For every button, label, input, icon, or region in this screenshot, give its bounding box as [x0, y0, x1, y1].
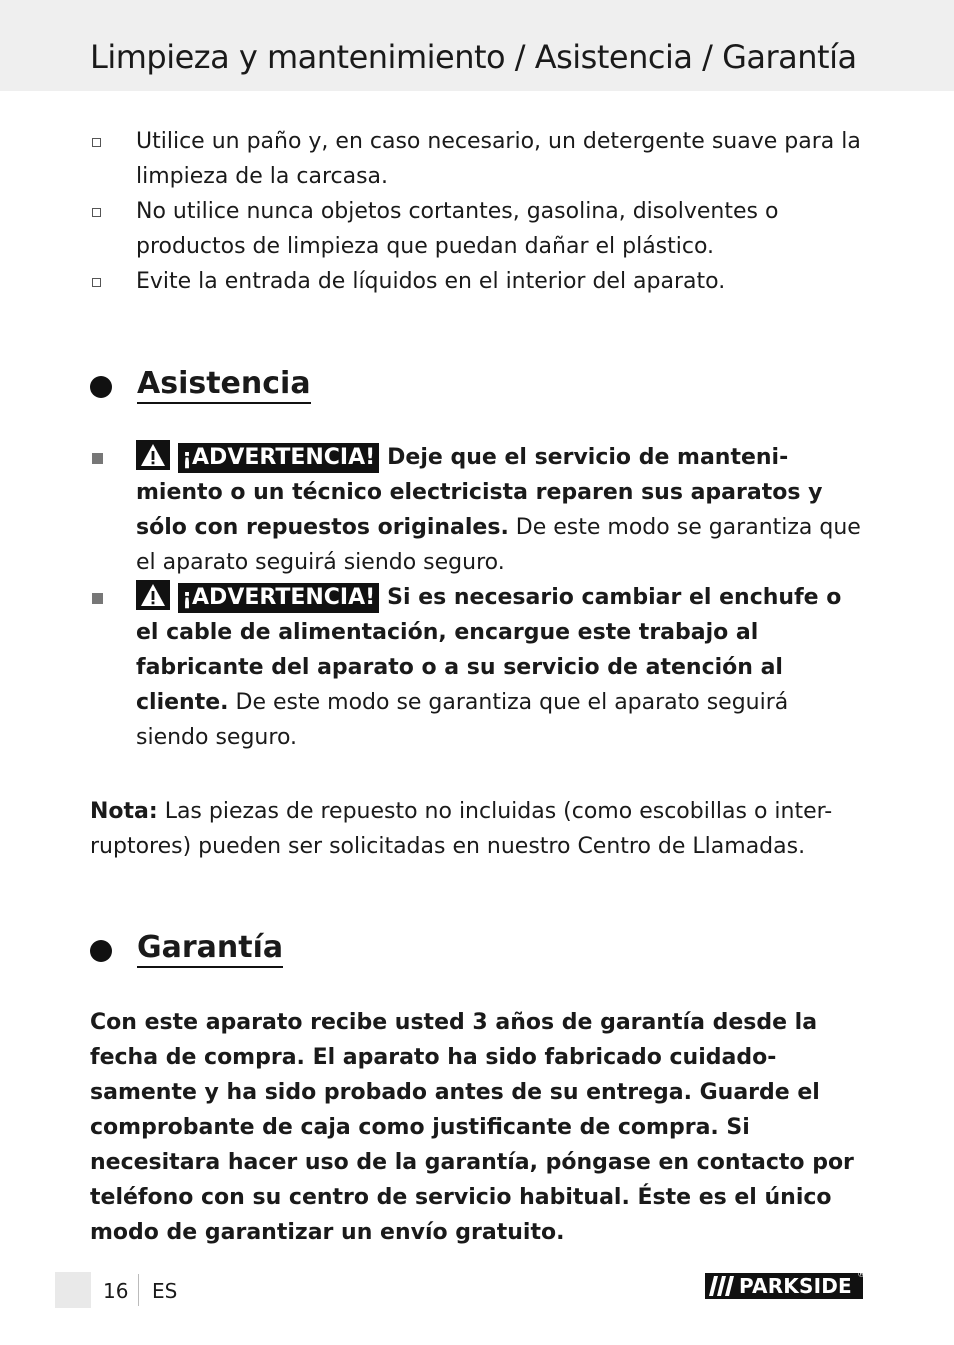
filled-circle-icon — [90, 940, 112, 962]
cleaning-list — [0, 124, 954, 299]
footer-divider — [138, 1274, 139, 1306]
checkbox-bullet-icon — [92, 208, 101, 217]
warning-label: ¡ADVERTENCIA! — [178, 583, 379, 613]
section-title: Garantía — [137, 930, 283, 968]
filled-circle-icon — [90, 376, 112, 398]
warning-list — [0, 440, 954, 755]
note-label: Nota: — [90, 799, 158, 824]
checkbox-bullet-icon — [92, 278, 101, 287]
page-title: Limpieza y mantenimiento / Asistencia / Garantía — [90, 38, 857, 76]
warning-text: De este modo se garantiza que el aparato seguirá siendo seguro. — [136, 690, 789, 750]
note-paragraph — [90, 794, 866, 864]
warning-triangle-icon — [136, 580, 170, 610]
logo-stripes-icon — [709, 1276, 735, 1296]
warranty-paragraph: Con este aparato recibe usted 3 años de garantía desde la fecha de compra. El aparato ha sido fabricado cuidado-samente y ha sido probado antes de su entrega. Guarde el comprobante de caja como justificante de compra. Si necesitara hacer uso de la garantía, póngase en contacto por teléfono con su centro de servicio habitual. Éste es el único modo de garantizar un envío gratuito. — [90, 1010, 854, 1245]
section-title: Asistencia — [137, 366, 311, 404]
warning-label: ¡ADVERTENCIA! — [178, 443, 379, 473]
square-bullet-icon — [92, 593, 103, 604]
page-number: 16 — [103, 1279, 129, 1303]
registered-mark: ® — [857, 1270, 866, 1280]
brand-logo — [705, 1270, 866, 1299]
list-item — [0, 124, 954, 194]
checkbox-bullet-icon — [92, 138, 101, 147]
warning-item — [0, 580, 954, 755]
list-item-text: No utilice nunca objetos cortantes, gasolina, disolventes o productos de limpieza que puedan dañar el plástico. — [136, 199, 779, 259]
language-code: ES — [152, 1279, 178, 1303]
brand-name: PARKSIDE — [739, 1274, 852, 1298]
warning-triangle-icon — [136, 440, 170, 470]
note-text: Las piezas de repuesto no incluidas (como escobillas o inter-ruptores) pueden ser solicitadas en nuestro Centro de Llamadas. — [90, 799, 833, 859]
warning-bold-text: Si es necesario cambiar el enchufe o el cable de alimentación, encargue este trabajo al fabricante del aparato o a su servicio de atención al cliente. — [136, 585, 842, 715]
warning-bold-text: Deje que el servicio de manteni-miento o un técnico electricista reparen sus aparatos y sólo con repuestos originales. — [136, 445, 823, 540]
list-item-text: Evite la entrada de líquidos en el interior del aparato. — [136, 269, 726, 294]
list-item — [0, 264, 954, 299]
footer-tab — [55, 1272, 91, 1308]
warning-item — [0, 440, 954, 580]
list-item — [0, 194, 954, 264]
list-item-text: Utilice un paño y, en caso necesario, un detergente suave para la limpieza de la carcasa. — [136, 129, 861, 189]
warning-text: De este modo se garantiza que el aparato seguirá siendo seguro. — [136, 515, 861, 575]
square-bullet-icon — [92, 453, 103, 464]
